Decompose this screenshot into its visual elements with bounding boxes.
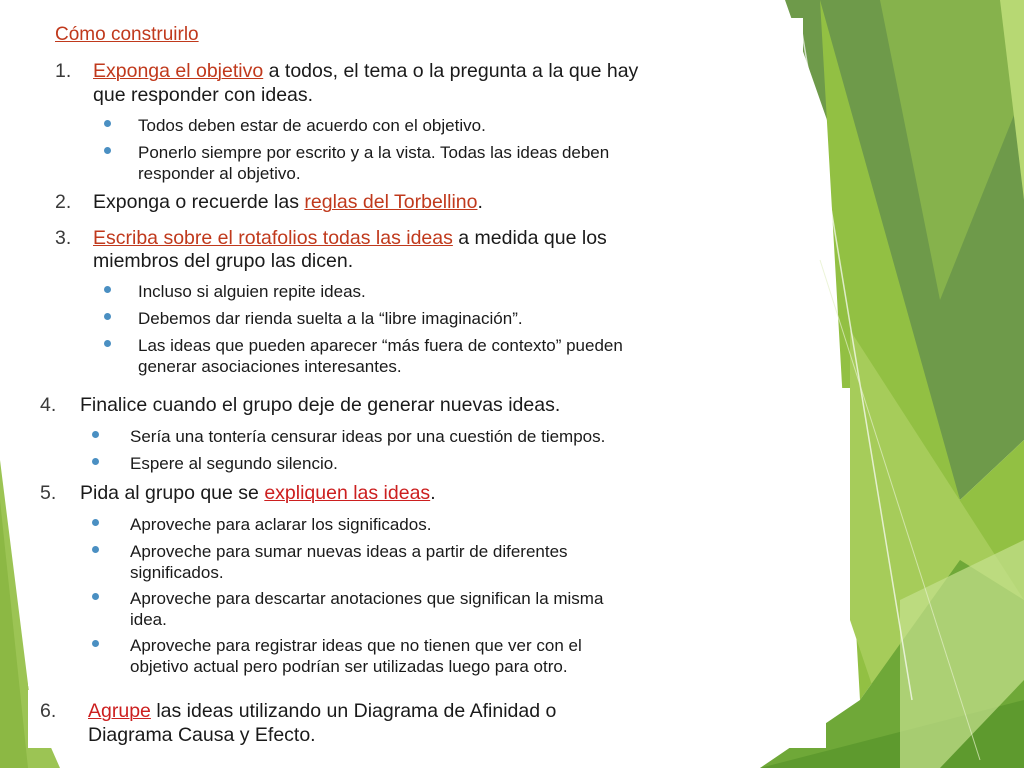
step-text-line: las ideas utilizando un Diagrama de Afinidad o <box>156 700 557 722</box>
step-text-line: que responder con ideas. <box>93 84 314 106</box>
step-highlight: Escriba sobre el rotafolios todas las ideas <box>93 227 453 249</box>
bullet-text: idea. <box>130 610 167 629</box>
step-number: 3. <box>55 227 72 249</box>
step-highlight: reglas del Torbellino <box>304 191 478 213</box>
bullet-icon <box>92 640 99 647</box>
bullet-icon <box>104 120 111 127</box>
bullet-icon <box>92 458 99 465</box>
bullet-text: Todos deben estar de acuerdo con el objetivo. <box>138 116 486 135</box>
step-text <box>93 62 638 82</box>
step-number: 1. <box>55 60 72 82</box>
bullet-text: Aproveche para sumar nuevas ideas a partir de diferentes <box>130 542 568 561</box>
step-text: Finalice cuando el grupo deje de generar nuevas ideas. <box>80 394 561 416</box>
bullet-text: Las ideas que pueden aparecer “más fuera de contexto” pueden <box>138 336 623 355</box>
bullet-text: Aproveche para aclarar los significados. <box>130 515 432 534</box>
step-highlight: expliquen las ideas <box>264 482 431 504</box>
bullet-text: generar asociaciones interesantes. <box>138 357 402 376</box>
step-punct: . <box>477 191 483 213</box>
bullet-text: Sería una tontería censurar ideas por una cuestión de tiempos. <box>130 427 606 446</box>
step-text <box>93 193 483 213</box>
step-text <box>80 484 436 504</box>
bullet-icon <box>92 431 99 438</box>
step-text <box>88 702 556 722</box>
step-text-line: miembros del grupo las dicen. <box>93 250 354 272</box>
step-number: 4. <box>40 394 57 416</box>
bullet-text: Aproveche para registrar ideas que no tienen que ver con el <box>130 636 582 655</box>
bullet-icon <box>104 286 111 293</box>
step-number: 5. <box>40 482 57 504</box>
step-text-line: a medida que los <box>458 227 607 249</box>
bullet-text: objetivo actual pero podrían ser utilizadas luego para otro. <box>130 657 568 676</box>
step-highlight: Agrupe <box>88 700 151 722</box>
step-highlight: Exponga el objetivo <box>93 60 264 82</box>
bullet-text: significados. <box>130 563 224 582</box>
bullet-icon <box>92 519 99 526</box>
bullet-icon <box>104 340 111 347</box>
step-text <box>93 229 607 249</box>
bullet-icon <box>92 593 99 600</box>
step-text-line: a todos, el tema o la pregunta a la que hay <box>268 60 639 82</box>
bullet-text: Aproveche para descartar anotaciones que significan la misma <box>130 589 604 608</box>
bullet-text: Espere al segundo silencio. <box>130 454 338 473</box>
bullet-text: Debemos dar rienda suelta a la “libre imaginación”. <box>138 309 523 328</box>
bullet-icon <box>104 313 111 320</box>
page-title: Cómo construirlo <box>55 24 199 45</box>
bullet-text: responder al objetivo. <box>138 164 301 183</box>
step-number: 6. <box>40 700 57 722</box>
bullet-icon <box>104 147 111 154</box>
step-number: 2. <box>55 191 72 213</box>
bullet-text: Ponerlo siempre por escrito y a la vista. Todas las ideas deben <box>138 143 610 162</box>
bullet-text: Incluso si alguien repite ideas. <box>138 282 366 301</box>
step-text-line: Diagrama Causa y Efecto. <box>88 724 316 746</box>
bullet-icon <box>92 546 99 553</box>
step-punct: . <box>430 482 436 504</box>
step-text-line: Exponga o recuerde las <box>93 191 299 213</box>
step-text-line: Pida al grupo que se <box>80 482 259 504</box>
